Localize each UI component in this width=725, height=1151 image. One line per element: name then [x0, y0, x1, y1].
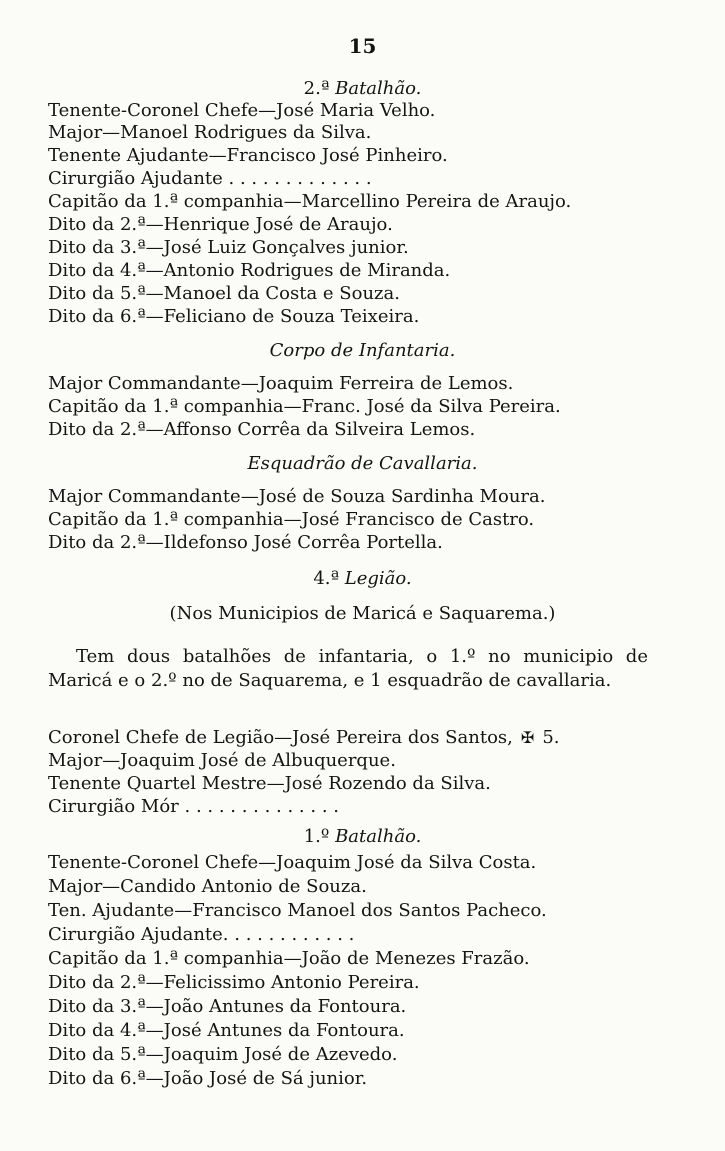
- roster-line: Major—Joaquim José de Albuquerque.: [48, 750, 396, 771]
- roster-line: Tenente-Coronel Chefe—Joaquim José da Silva Costa.: [48, 852, 537, 873]
- roster-line: Dito da 3.ª—João Antunes da Fontoura.: [48, 996, 407, 1017]
- roster-line: Cirurgião Mór . . . . . . . . . . . . . .: [48, 796, 339, 817]
- roster-line: Cirurgião Ajudante . . . . . . . . . . . . .: [48, 168, 372, 189]
- heading-word: Batalhão.: [335, 826, 422, 847]
- heading-word: Batalhão.: [335, 78, 422, 99]
- roster-line: Capitão da 1.ª companhia—Franc. José da Silva Pereira.: [48, 396, 561, 417]
- section-heading-corpo-infantaria: Corpo de Infantaria.: [269, 340, 456, 361]
- badge-number: 5.: [542, 727, 560, 748]
- roster-line: Major—Manoel Rodrigues da Silva.: [48, 122, 372, 143]
- section-heading-2-batalhao: [0, 78, 725, 100]
- roster-line: Dito da 5.ª—Manoel da Costa e Souza.: [48, 283, 400, 304]
- roster-line: Cirurgião Ajudante. . . . . . . . . . . .: [48, 924, 355, 945]
- section-heading-esquadrao-cavallaria: Esquadrão de Cavallaria.: [247, 453, 478, 474]
- legion-paragraph: Tem dous batalhões de infantaria, o 1.º no municipio de Maricá e o 2.º no de Saquarema, e 1 esquadrão de cavallaria.: [48, 646, 648, 691]
- roster-line: Major Commandante—Joaquim Ferreira de Lemos.: [48, 373, 514, 394]
- page-number: 15: [348, 34, 377, 58]
- roster-line: Capitão da 1.ª companhia—João de Menezes Frazão.: [48, 948, 530, 969]
- roster-line: Tenente Ajudante—Francisco José Pinheiro.: [48, 145, 448, 166]
- roster-line: Dito da 2.ª—Affonso Corrêa da Silveira Lemos.: [48, 419, 476, 440]
- roster-line: Ten. Ajudante—Francisco Manoel dos Santos Pacheco.: [48, 900, 547, 921]
- roster-line: Major Commandante—José de Souza Sardinha Moura.: [48, 486, 546, 507]
- heading-number: 4.ª: [313, 568, 340, 589]
- roster-line: Dito da 5.ª—Joaquim José de Azevedo.: [48, 1044, 398, 1065]
- legion-subtitle: (Nos Municipios de Maricá e Saquarema.): [169, 603, 556, 624]
- heading-number: 1.º: [303, 826, 330, 847]
- roster-line: Dito da 6.ª—João José de Sá junior.: [48, 1068, 368, 1089]
- roster-line: Dito da 3.ª—José Luiz Gonçalves junior.: [48, 237, 409, 258]
- section-heading-1-batalhao: [0, 826, 725, 848]
- heading-number: 2.ª: [303, 78, 330, 99]
- roster-line: Dito da 4.ª—Antonio Rodrigues de Miranda.: [48, 260, 451, 281]
- coronel-text: Coronel Chefe de Legião—José Pereira dos Santos,: [48, 727, 513, 748]
- roster-line: Tenente Quartel Mestre—José Rozendo da Silva.: [48, 773, 491, 794]
- roster-line: Major—Candido Antonio de Souza.: [48, 876, 367, 897]
- roster-line: Dito da 4.ª—José Antunes da Fontoura.: [48, 1020, 405, 1041]
- order-cross-icon: ✠: [520, 728, 535, 747]
- roster-line: Dito da 2.ª—Henrique José de Araujo.: [48, 214, 393, 235]
- roster-line: Capitão da 1.ª companhia—José Francisco de Castro.: [48, 509, 535, 530]
- roster-line: Dito da 2.ª—Ildefonso José Corrêa Portella.: [48, 532, 443, 553]
- roster-line: Dito da 6.ª—Feliciano de Souza Teixeira.: [48, 306, 420, 327]
- coronel-line: [48, 727, 560, 749]
- roster-line: Capitão da 1.ª companhia—Marcellino Pereira de Araujo.: [48, 191, 572, 212]
- section-heading-4-legiao: [0, 568, 725, 590]
- heading-word: Legião.: [344, 568, 412, 589]
- roster-line: Dito da 2.ª—Felicissimo Antonio Pereira.: [48, 972, 420, 993]
- roster-line: Tenente-Coronel Chefe—José Maria Velho.: [48, 100, 436, 121]
